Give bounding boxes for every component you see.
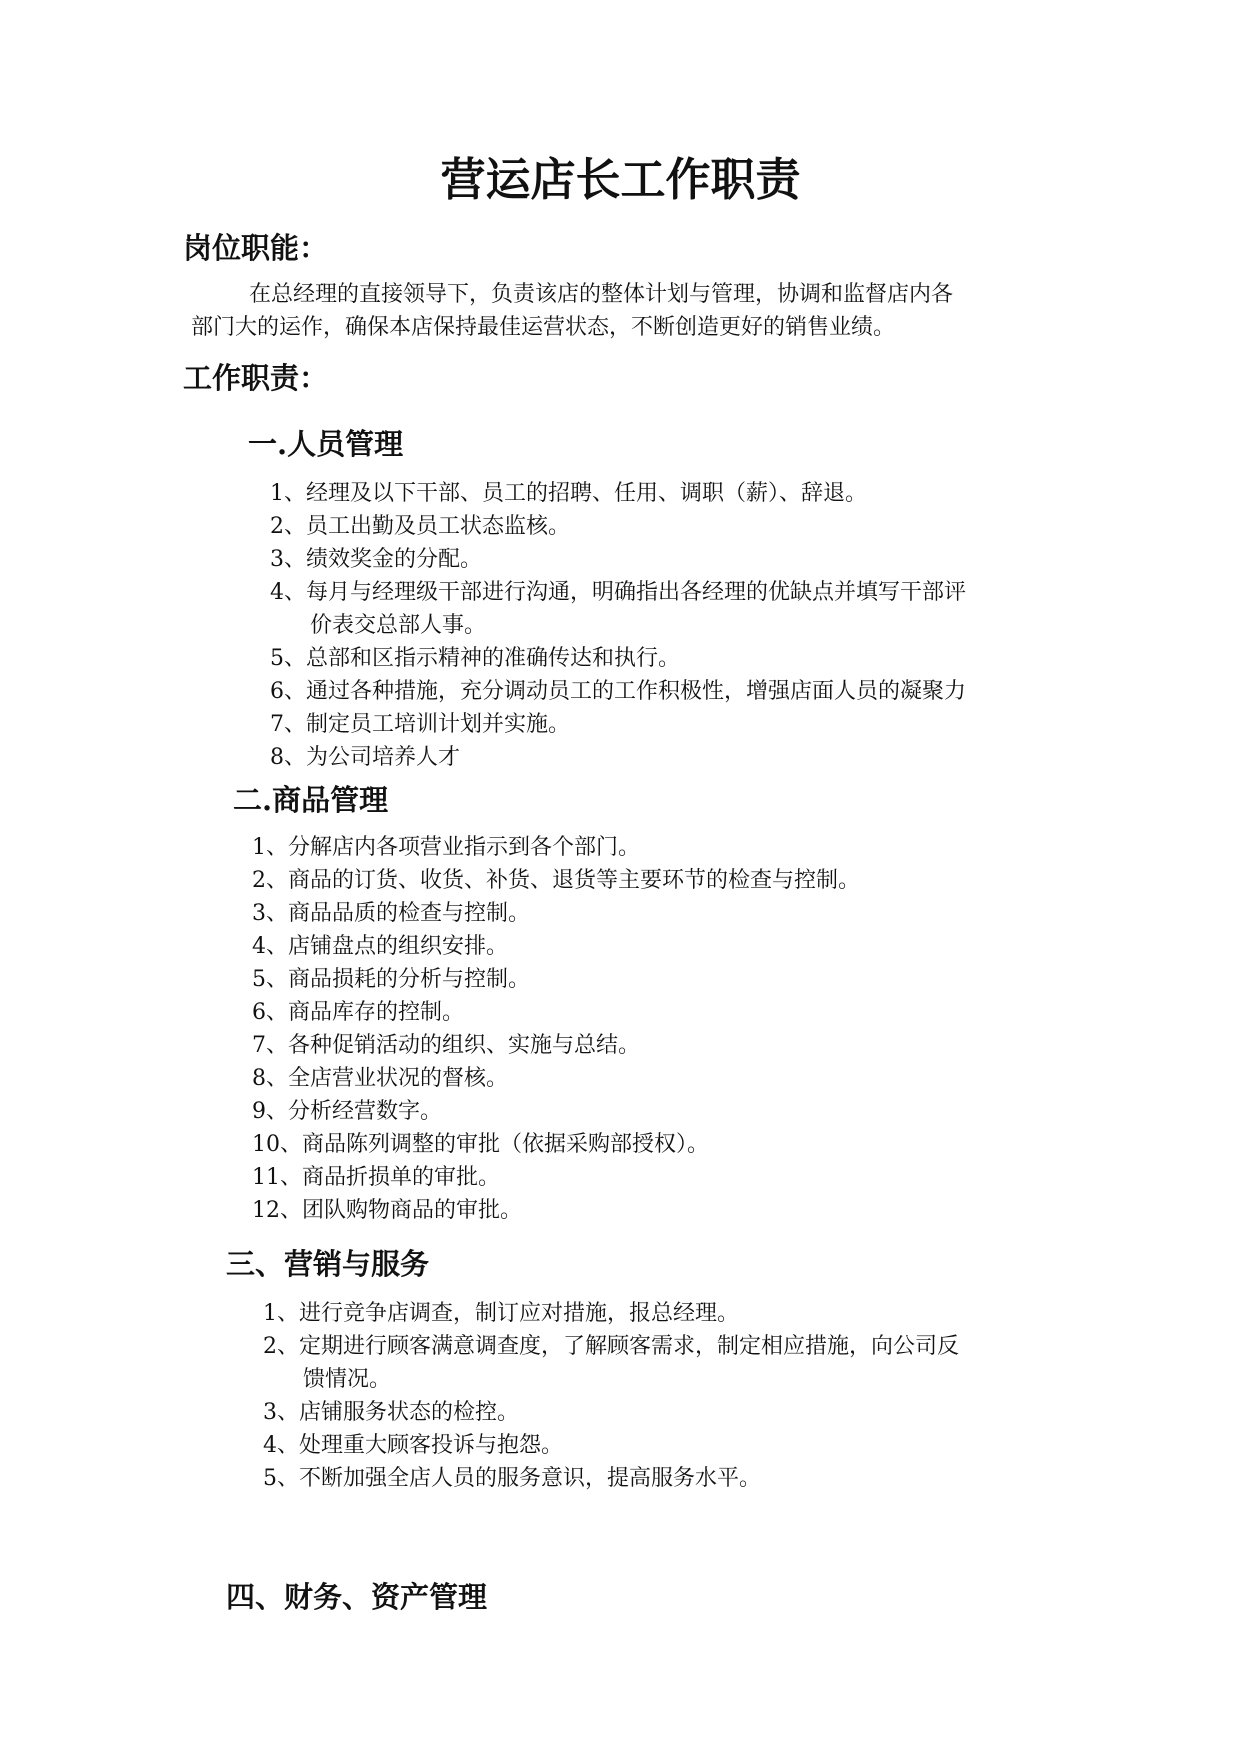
- section-title-finance: 四、财务、资产管理: [226, 1580, 488, 1614]
- section-title-marketing: 三、营销与服务: [226, 1247, 430, 1281]
- list-item: 2、定期进行顾客满意调查度，了解顾客需求，制定相应措施，向公司反 馈情况。: [263, 1334, 959, 1392]
- list-item: 1、经理及以下干部、员工的招聘、任用、调职（薪）、辞退。: [270, 481, 867, 506]
- marketing-list: [263, 1297, 959, 1495]
- list-item: 10、商品陈列调整的审批（依据采购部授权）。: [252, 1132, 709, 1157]
- list-item: 3、绩效奖金的分配。: [270, 547, 482, 572]
- list-item: 1、进行竞争店调查，制订应对措施，报总经理。: [263, 1301, 739, 1326]
- list-item: 8、全店营业状况的督核。: [252, 1066, 508, 1091]
- page-title: 营运店长工作职责: [440, 153, 801, 206]
- intro-line: 在总经理的直接领导下，负责该店的整体计划与管理，协调和监督店内各: [249, 282, 954, 307]
- list-item: 4、店铺盘点的组织安排。: [252, 934, 508, 959]
- list-item: 6、通过各种措施，充分调动员工的工作积极性，增强店面人员的凝聚力: [270, 679, 966, 704]
- list-item: 6、商品库存的控制。: [252, 1000, 464, 1025]
- list-item: 11、商品折损单的审批。: [252, 1165, 500, 1190]
- list-item: 2、员工出勤及员工状态监核。: [270, 514, 570, 539]
- list-item: 4、处理重大顾客投诉与抱怨。: [263, 1433, 563, 1458]
- merchandise-list: [252, 831, 860, 1227]
- list-item: 12、团队购物商品的审批。: [252, 1198, 522, 1223]
- list-item: 5、总部和区指示精神的准确传达和执行。: [270, 646, 680, 671]
- position-function-heading: 岗位职能：: [183, 231, 329, 265]
- intro-line: 部门大的运作，确保本店保持最佳运营状态，不断创造更好的销售业绩。: [191, 315, 896, 340]
- list-item: 3、店铺服务状态的检控。: [263, 1400, 519, 1425]
- section-title-merchandise: 二.商品管理: [233, 783, 389, 817]
- position-function-text: [191, 278, 1065, 344]
- list-item: 2、商品的订货、收货、补货、退货等主要环节的检查与控制。: [252, 868, 860, 893]
- list-item: 9、分析经营数字。: [252, 1099, 442, 1124]
- list-item: 5、商品损耗的分析与控制。: [252, 967, 530, 992]
- list-item: 4、每月与经理级干部进行沟通，明确指出各经理的优缺点并填写干部评 价表交总部人事。: [270, 580, 966, 638]
- section-title-personnel: 一.人员管理: [248, 427, 404, 461]
- list-item: 3、商品品质的检查与控制。: [252, 901, 530, 926]
- personnel-list: [270, 477, 966, 774]
- duties-heading: 工作职责：: [183, 361, 329, 395]
- list-item: 1、分解店内各项营业指示到各个部门。: [252, 835, 640, 860]
- list-item: 5、不断加强全店人员的服务意识，提高服务水平。: [263, 1466, 761, 1491]
- list-item: 7、制定员工培训计划并实施。: [270, 712, 570, 737]
- list-item: 7、各种促销活动的组织、实施与总结。: [252, 1033, 640, 1058]
- list-item: 8、为公司培养人才: [270, 745, 460, 770]
